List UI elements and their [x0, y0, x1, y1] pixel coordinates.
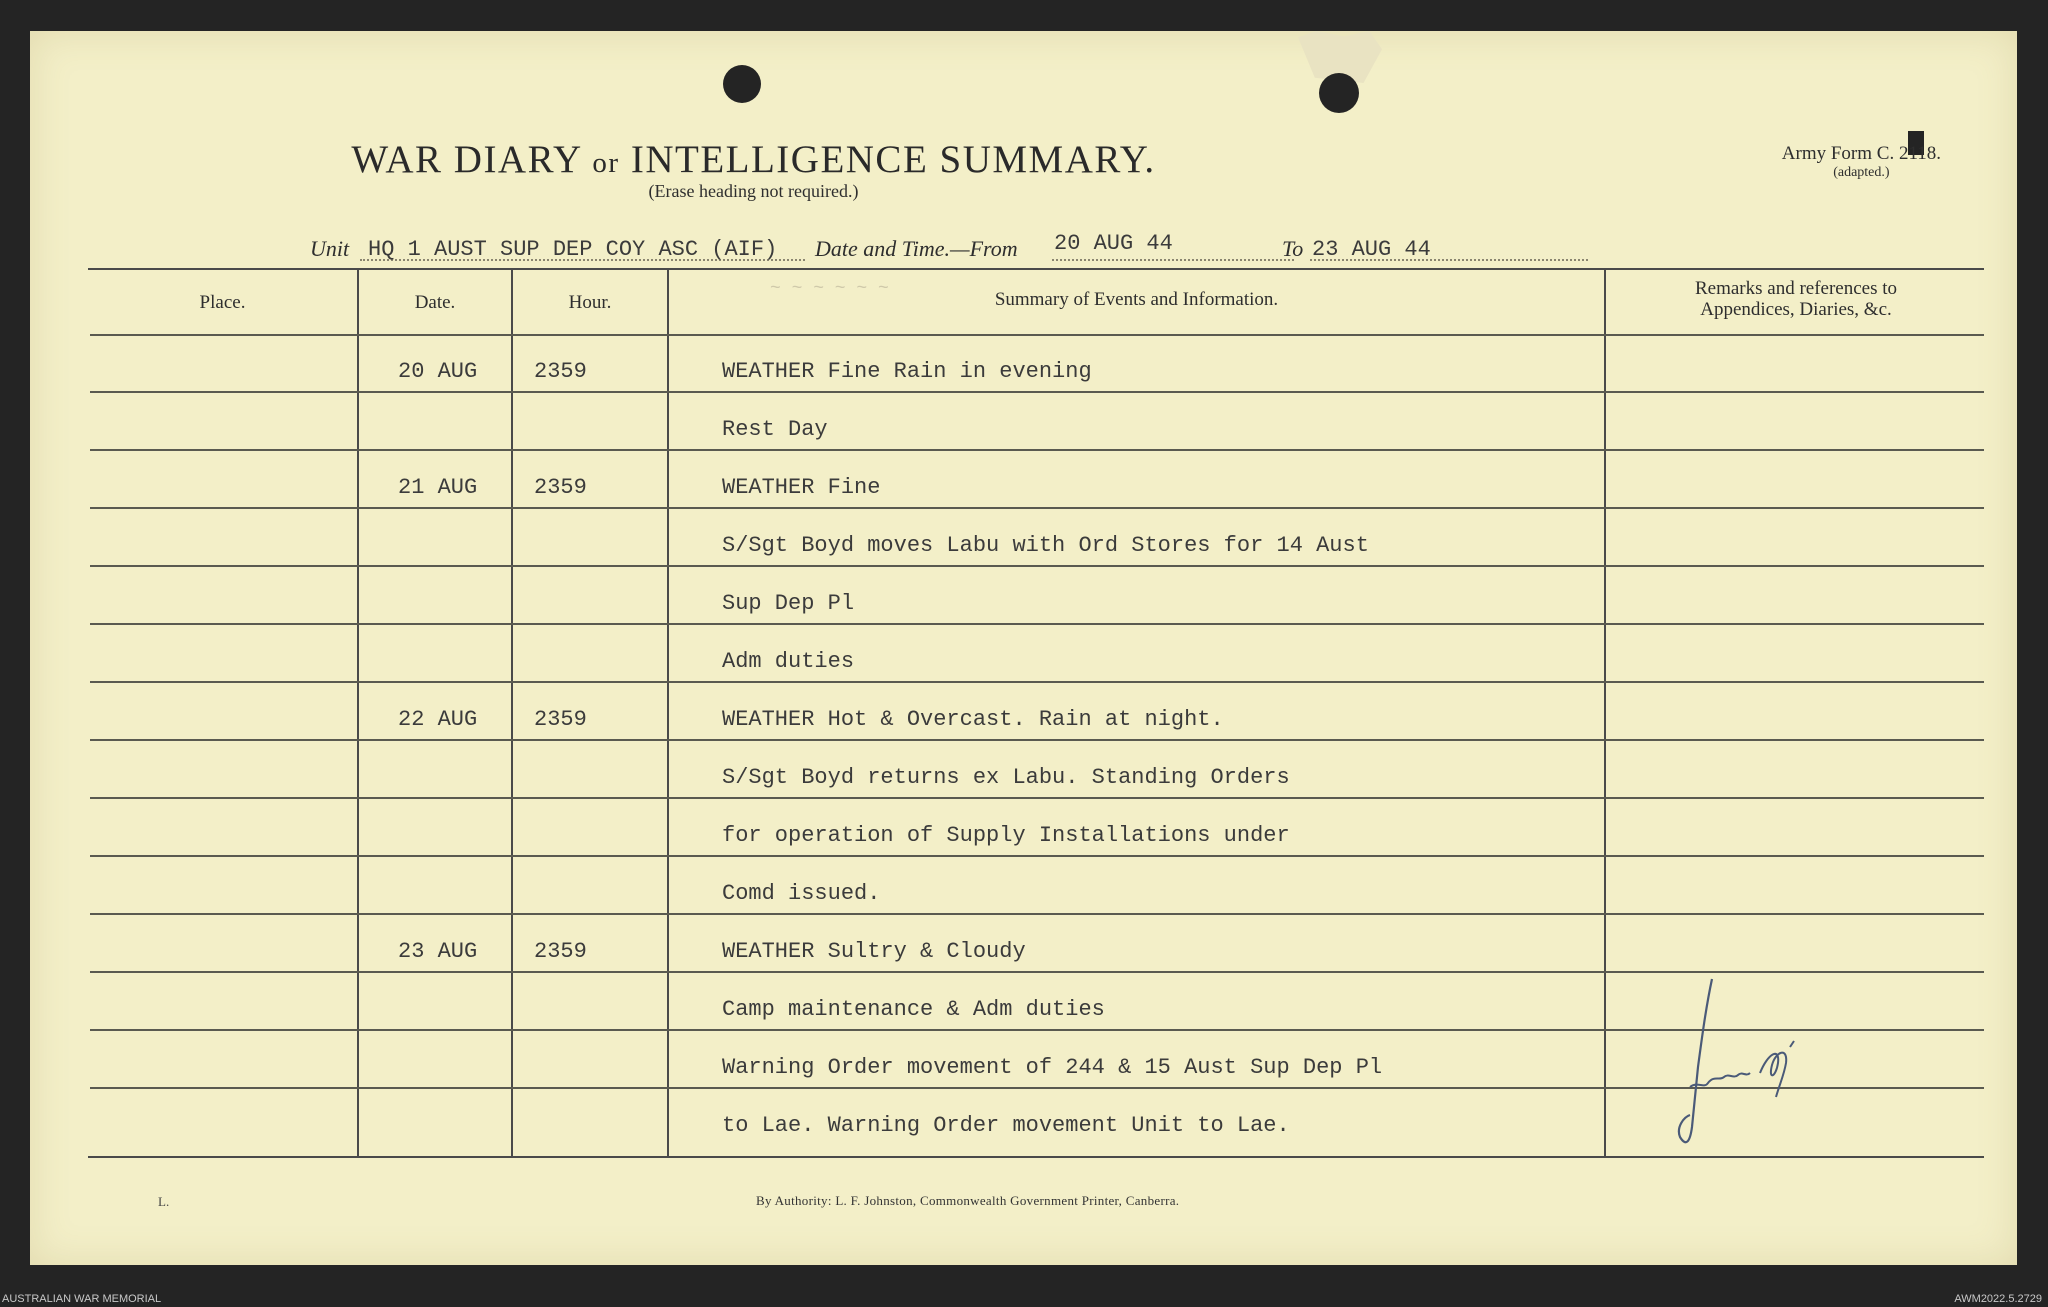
unit-value: HQ 1 AUST SUP DEP COY ASC (AIF) [368, 237, 778, 262]
punch-hole [723, 65, 761, 103]
footer-mark: L. [158, 1194, 170, 1209]
row-rule [90, 565, 1984, 567]
to-value: 23 AUG 44 [1312, 237, 1431, 262]
entry-date: 23 AUG [398, 939, 478, 964]
unit-label: Unit [310, 236, 350, 261]
table-top-rule [88, 268, 1984, 270]
column-header-remarks: Remarks and references to Appendices, Diaries, &c. [1694, 278, 1898, 320]
entry-date: 22 AUG [398, 707, 478, 732]
entry-hour: 2359 [534, 707, 587, 732]
row-rule [90, 971, 1984, 973]
archive-label: AUSTRALIAN WAR MEMORIAL [2, 1293, 162, 1305]
entry-text: WEATHER Hot & Overcast. Rain at night. [722, 707, 1224, 732]
entry-text: S/Sgt Boyd returns ex Labu. Standing Orders [722, 765, 1290, 790]
row-rule [90, 739, 1984, 741]
row-rule [90, 391, 1984, 393]
entry-date: 20 AUG [398, 359, 478, 384]
row-rule [90, 913, 1984, 915]
entry-date: 21 AUG [398, 475, 478, 500]
form-number: Army Form C. 2118. (adapted.) [1781, 143, 1941, 180]
column-divider [1604, 269, 1606, 1157]
entry-text: Comd issued. [722, 881, 881, 906]
entry-text: Sup Dep Pl [722, 591, 855, 616]
to-label: To [1282, 236, 1304, 261]
page-title: WAR DIARY or INTELLIGENCE SUMMARY. [351, 138, 1156, 181]
entry-text: S/Sgt Boyd moves Labu with Ord Stores for 14 Aust [722, 533, 1369, 558]
entry-hour: 2359 [534, 475, 587, 500]
row-rule [90, 449, 1984, 451]
column-header-date: Date. [414, 292, 456, 313]
entry-hour: 2359 [534, 359, 587, 384]
printer-authority: By Authority: L. F. Johnston, Commonwealth Government Printer, Canberra. [756, 1193, 1180, 1208]
row-rule [90, 507, 1984, 509]
entry-text: WEATHER Fine Rain in evening [722, 359, 1092, 384]
signature [1676, 977, 1816, 1157]
entry-text: Rest Day [722, 417, 828, 442]
column-header-summary: Summary of Events and Information. [994, 289, 1279, 310]
entry-hour: 2359 [534, 939, 587, 964]
page-subtitle: (Erase heading not required.) [648, 181, 859, 201]
punch-hole [1319, 73, 1359, 113]
row-rule [90, 681, 1984, 683]
entry-text: Warning Order movement of 244 & 15 Aust Sup Dep Pl [722, 1055, 1383, 1080]
entry-text: Camp maintenance & Adm duties [722, 997, 1105, 1022]
row-rule [90, 797, 1984, 799]
row-rule [90, 334, 1984, 336]
row-rule [90, 623, 1984, 625]
from-dotted-line [1052, 259, 1294, 261]
diary-page [30, 31, 2017, 1265]
from-value: 20 AUG 44 [1054, 231, 1173, 256]
archive-reference: AWM2022.5.2729 [1954, 1293, 2042, 1305]
column-divider [511, 269, 513, 1157]
date-time-label: Date and Time.—From [815, 236, 1018, 261]
entry-text: Adm duties [722, 649, 855, 674]
carbon-offset-mark: ~ ~ ~ ~ ~ ~ [770, 279, 889, 299]
entry-text: WEATHER Fine [722, 475, 881, 500]
column-header-place: Place. [199, 292, 246, 313]
column-divider [357, 269, 359, 1157]
row-rule [90, 855, 1984, 857]
entry-text: for operation of Supply Installations under [722, 823, 1290, 848]
entry-text: to Lae. Warning Order movement Unit to Lae. [722, 1113, 1290, 1138]
entry-text: WEATHER Sultry & Cloudy [722, 939, 1026, 964]
column-divider [667, 269, 669, 1157]
column-header-hour: Hour. [568, 292, 612, 313]
